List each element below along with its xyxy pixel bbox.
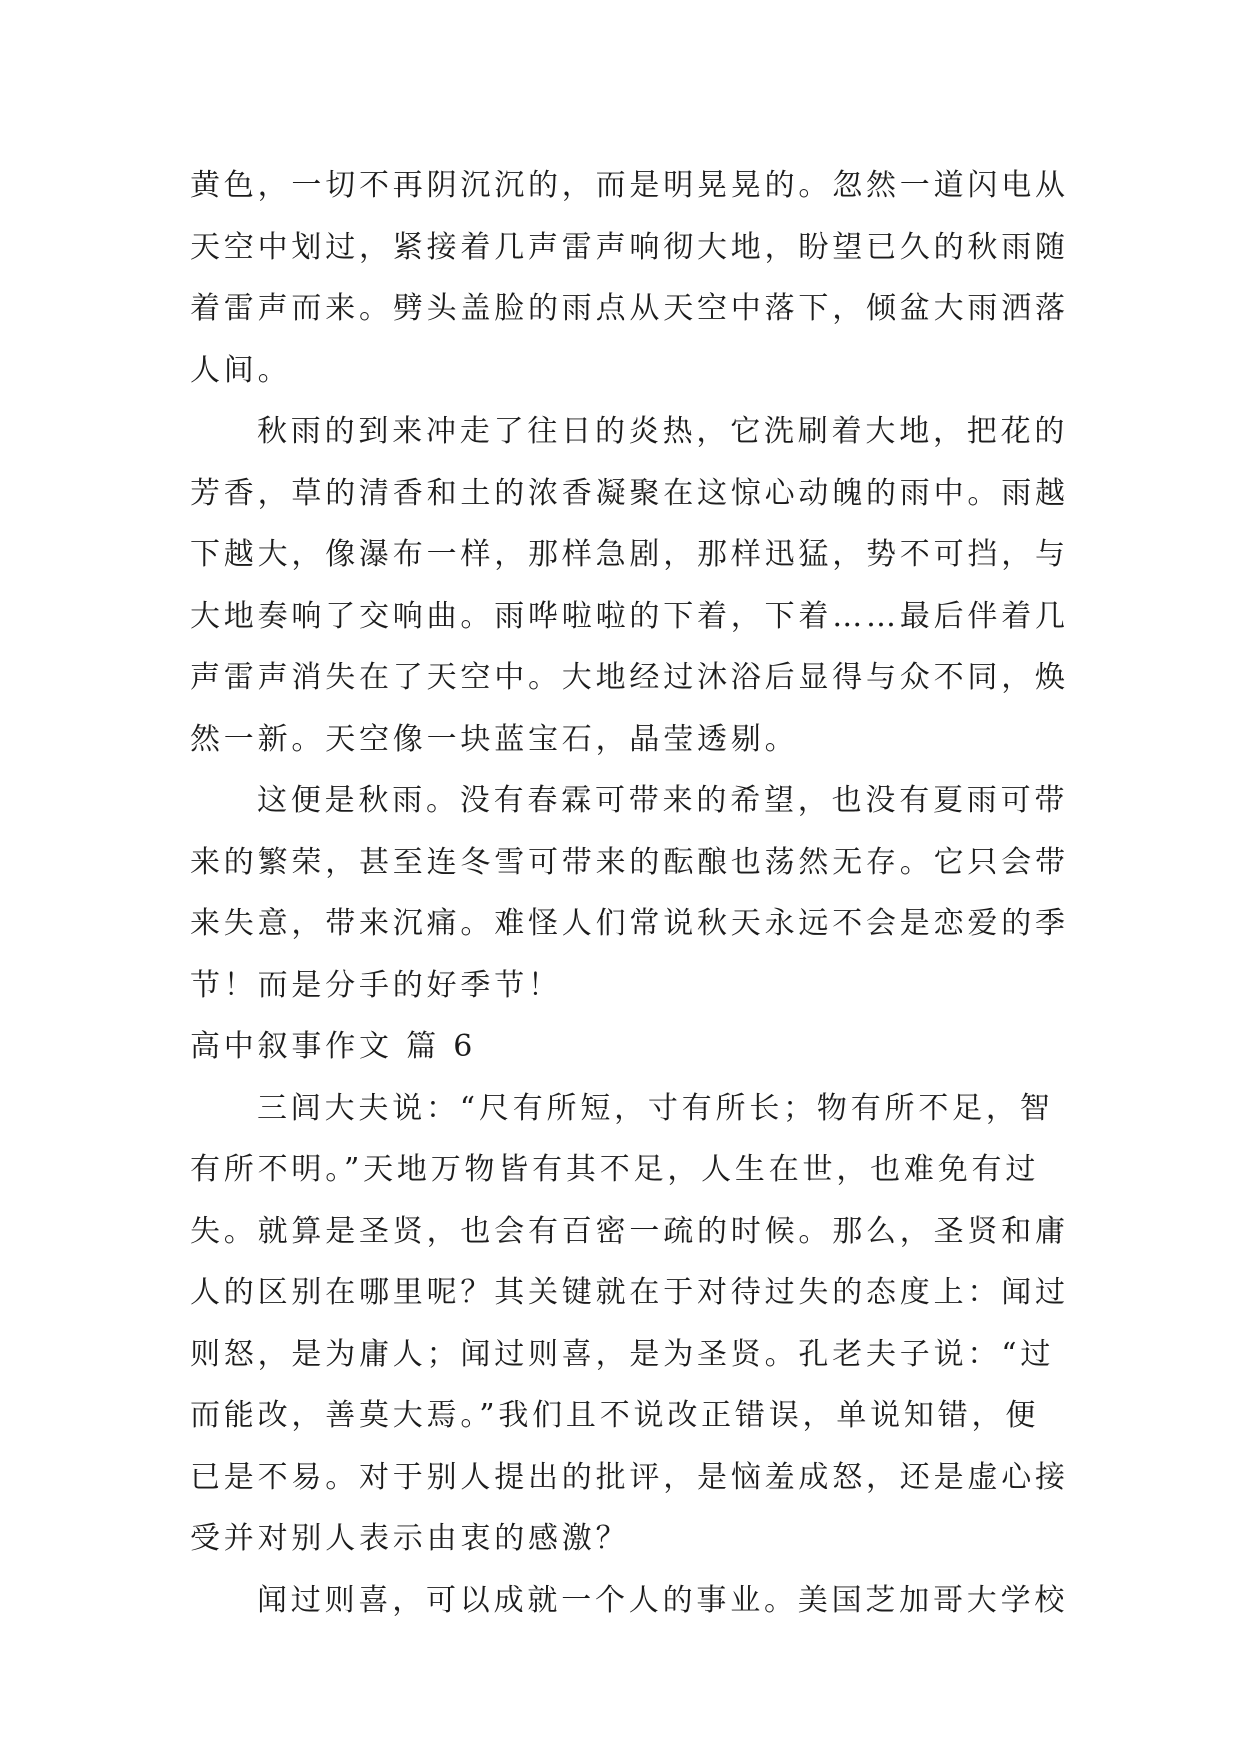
text-line: 有所不明。”天地万物皆有其不足，人生在世，也难免有过: [190, 1152, 1040, 1187]
paragraph: [190, 155, 1069, 401]
text-line: 黄色，一切不再阴沉沉的，而是明晃晃的。忽然一道闪电从: [190, 168, 1069, 203]
paragraph: [190, 770, 1069, 1016]
text-line: 芳香，草的清香和土的浓香凝聚在这惊心动魄的雨中。雨越: [190, 475, 1069, 511]
text-line: 然一新。天空像一块蓝宝石，晶莹透剔。: [190, 721, 799, 757]
paragraph: [190, 1570, 1069, 1632]
text-line: 人间。: [190, 352, 292, 388]
text-line: 闻过则喜，可以成就一个人的事业。美国芝加哥大学校: [257, 1582, 1069, 1618]
text-line: 天空中划过，紧接着几声雷声响彻大地，盼望已久的秋雨随: [190, 229, 1069, 265]
text-line: 着雷声而来。劈头盖脸的雨点从天空中落下，倾盆大雨洒落: [190, 291, 1069, 326]
text-line: 这便是秋雨。没有春霖可带来的希望，也没有夏雨可带: [257, 783, 1069, 818]
text-line: 来失意，带来沉痛。难怪人们常说秋天永远不会是恋爱的季: [190, 906, 1069, 941]
text-line: 三闾大夫说：“尺有所短，寸有所长；物有所不足，智: [257, 1090, 1054, 1126]
text-line: 人的区别在哪里呢？其关键就在于对待过失的态度上：闻过: [190, 1275, 1069, 1310]
body-text: [190, 155, 1069, 1631]
text-line: 大地奏响了交响曲。雨哗啦啦的下着，下着……最后伴着几: [190, 598, 1069, 634]
text-line: 受并对别人表示由衷的感激？: [190, 1521, 630, 1556]
section-heading: [190, 1016, 1050, 1078]
text-line: 秋雨的到来冲走了往日的炎热，它洗刷着大地，把花的: [257, 414, 1069, 449]
text-line: 失。就算是圣贤，也会有百密一疏的时候。那么，圣贤和庸: [190, 1213, 1069, 1249]
paragraph: [190, 1078, 1069, 1570]
text-line: 节！而是分手的好季节！: [190, 967, 562, 1003]
text-line: 已是不易。对于别人提出的批评，是恼羞成怒，还是虚心接: [190, 1459, 1069, 1495]
text-line: 而能改，善莫大焉。”我们且不说改正错误，单说知错，便: [190, 1398, 1040, 1433]
text-line: 来的繁荣，甚至连冬雪可带来的酝酿也荡然无存。它只会带: [190, 844, 1069, 880]
heading-text: 高中叙事作文 篇 6: [190, 1029, 477, 1064]
text-line: 声雷声消失在了天空中。大地经过沐浴后显得与众不同，焕: [190, 660, 1069, 695]
text-line: 下越大，像瀑布一样，那样急剧，那样迅猛，势不可挡，与: [190, 537, 1069, 572]
text-line: 则怒，是为庸人；闻过则喜，是为圣贤。孔老夫子说：“过: [190, 1336, 1055, 1372]
paragraph: [190, 401, 1069, 770]
